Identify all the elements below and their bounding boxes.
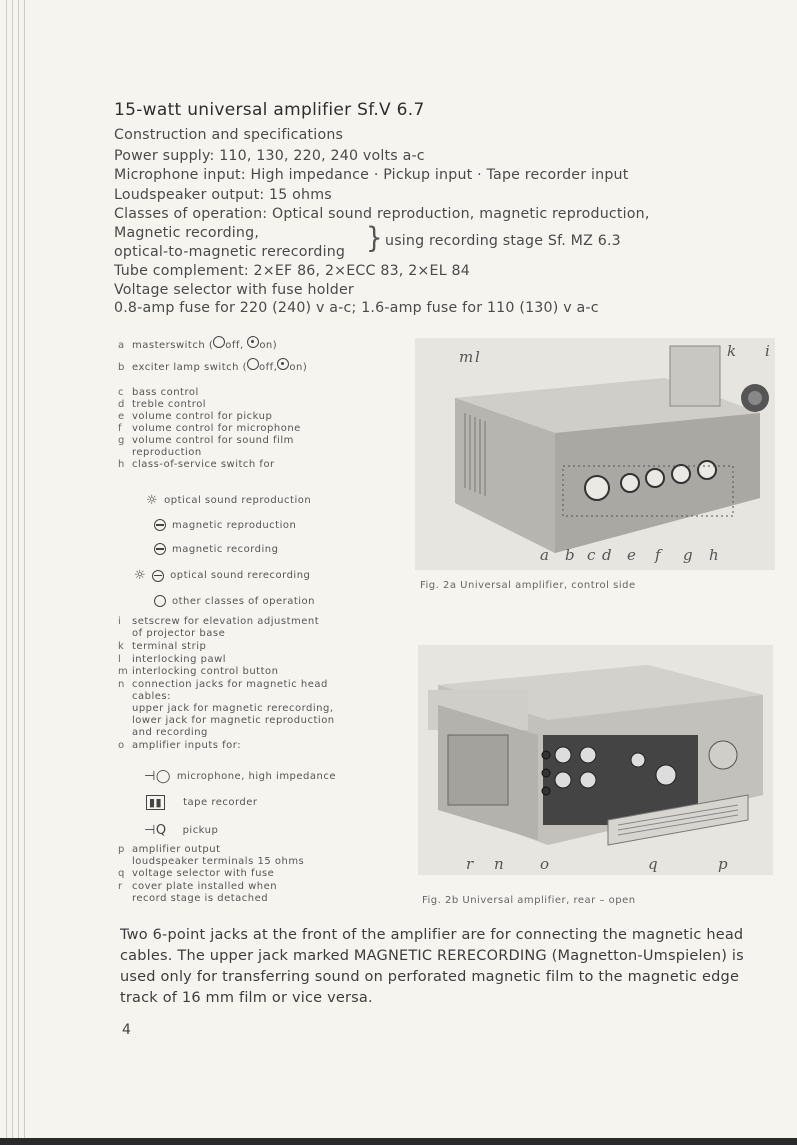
legend-key: q: [118, 868, 125, 879]
spec-voltage-selector: Voltage selector with fuse holder: [114, 282, 354, 298]
page-edge: [12, 0, 13, 1145]
legend-key: l: [118, 654, 122, 665]
figure-callout-label: l: [475, 348, 480, 366]
legend-text: off,: [225, 340, 244, 351]
figure-2b-caption: Fig. 2b Universal amplifier, rear – open: [422, 895, 636, 906]
recording-symbol-icon: [154, 543, 166, 555]
figure-callout-label: p: [718, 855, 728, 873]
legend-text: interlocking control button: [132, 666, 279, 677]
page-edge: [24, 0, 25, 1145]
legend-text: class-of-service switch for: [132, 459, 275, 470]
legend-text: pickup: [182, 825, 219, 836]
legend-key: f: [118, 423, 123, 434]
figure-callout-label: c: [587, 546, 596, 564]
tape-recorder-icon: ▮▮: [146, 795, 165, 810]
legend-text: treble control: [132, 399, 207, 410]
legend-key: p: [118, 844, 125, 855]
legend-key: r: [118, 881, 123, 892]
legend-text: voltage selector with fuse: [132, 868, 275, 879]
page-title: 15-watt universal amplifier Sf.V 6.7: [114, 100, 425, 120]
legend-item-h5: [154, 595, 315, 607]
legend-text: volume control for microphone: [132, 423, 301, 434]
lamp-icon: ☼: [146, 493, 159, 508]
off-symbol-icon: [213, 336, 225, 348]
legend-item-a: [118, 336, 277, 351]
legend-text: setscrew for elevation adjustment: [132, 616, 320, 627]
legend-item-c: [118, 387, 199, 398]
legend-text: amplifier inputs for:: [132, 740, 242, 751]
figure-callout-label: n: [494, 855, 504, 873]
spec-fuses: 0.8-amp fuse for 220 (240) v a-c; 1.6-amp fuse for 110 (130) v a-c: [114, 300, 599, 316]
legend-key: d: [118, 399, 125, 410]
legend-item-m: [118, 666, 278, 677]
rerecording-symbol-icon: [152, 570, 164, 582]
legend-item-k: [118, 641, 206, 652]
spec-power: Power supply: 110, 130, 220, 240 volts a-c: [114, 148, 425, 164]
legend-text: lower jack for magnetic reproduction: [132, 715, 335, 726]
legend-item-b: [118, 358, 307, 373]
legend-item-r: [118, 881, 277, 892]
amplifier-control-side-photo: [415, 338, 775, 570]
figure-callout-label: b: [565, 546, 575, 564]
legend-item-q: [118, 868, 274, 879]
figure-callout-label: k: [727, 342, 737, 360]
legend-text: volume control for sound film: [132, 435, 294, 446]
legend-item-f: [118, 423, 301, 434]
figure-callout-label: g: [683, 546, 693, 564]
spec-output: Loudspeaker output: 15 ohms: [114, 187, 332, 203]
amplifier-rear-open-photo: [418, 645, 773, 875]
figure-callout-label: q: [648, 855, 658, 873]
legend-text: optical sound reproduction: [164, 495, 312, 506]
legend-text: bass control: [132, 387, 199, 398]
figure-callout-label: i: [765, 342, 770, 360]
off-symbol-icon: [247, 358, 259, 370]
legend-text: optical sound rerecording: [170, 570, 311, 581]
page-edge: [18, 0, 19, 1145]
figure-callout-label: f: [655, 546, 661, 564]
spec-heading: Construction and specifications: [114, 127, 344, 143]
legend-item-g: [118, 435, 294, 446]
legend-text: masterswitch (: [132, 340, 214, 351]
legend-key: a: [118, 340, 125, 351]
legend-text: record stage is detached: [132, 893, 269, 904]
spec-rerecording: optical-to-magnetic rerecording: [114, 244, 346, 260]
figure-callout-label: e: [627, 546, 636, 564]
legend-key: g: [118, 435, 125, 446]
legend-text: of projector base: [132, 628, 226, 639]
page-edge: [6, 0, 7, 1145]
legend-text: microphone, high impedance: [176, 771, 337, 782]
figure-callout-label: m: [459, 348, 474, 366]
page-bottom-edge: [0, 1138, 797, 1145]
legend-text: magnetic reproduction: [172, 519, 297, 531]
legend-key: c: [118, 387, 124, 398]
legend-text: volume control for pickup: [132, 411, 273, 422]
legend-key: e: [118, 411, 125, 422]
legend-text: tape recorder: [183, 797, 258, 808]
spec-classes: Classes of operation: Optical sound reproduction, magnetic reproduction,: [114, 206, 650, 222]
legend-key: n: [118, 679, 125, 690]
body-paragraph: Two 6-point jacks at the front of the amplifier are for connecting the magnetic head cables. The upper jack marked MAGNETIC RERECORDING (Magnetton-Umspielen) is used only for transferring sound on perforated magnetic film to the magnetic edge track of 16 mm film or vice versa.: [120, 927, 744, 1006]
figure-callout-label: d: [602, 546, 612, 564]
other-symbol-icon: [154, 595, 166, 607]
legend-key: h: [118, 459, 125, 470]
legend-text: interlocking pawl: [132, 654, 227, 665]
legend-text: upper jack for magnetic rerecording,: [132, 703, 334, 714]
figure-callout-label: o: [540, 855, 550, 873]
legend-text: reproduction: [132, 447, 202, 458]
figure-callout-label: r: [466, 855, 474, 873]
microphone-jack-icon: ⊣◯: [144, 769, 171, 784]
legend-item-o: [118, 740, 241, 751]
legend-text: on): [289, 362, 308, 373]
legend-key: k: [118, 641, 125, 652]
legend-item-o3: [144, 823, 218, 838]
lamp-icon: ☼: [134, 568, 147, 583]
legend-text: exciter lamp switch (: [132, 362, 248, 373]
legend-item-o2: [146, 795, 258, 810]
on-symbol-icon: [247, 336, 259, 348]
legend-text: terminal strip: [132, 641, 207, 652]
legend-text: loudspeaker terminals 15 ohms: [132, 856, 305, 867]
legend-item-h4: [134, 568, 310, 583]
spec-tubes: Tube complement: 2×EF 86, 2×ECC 83, 2×EL 84: [114, 263, 470, 279]
brace: }: [366, 221, 383, 255]
pickup-icon: ⊣Q: [144, 823, 167, 838]
on-symbol-icon: [277, 358, 289, 370]
figure-callout-label: a: [540, 546, 549, 564]
legend-item-n: [118, 679, 328, 690]
legend-key: b: [118, 362, 125, 373]
legend-item-h2: [154, 519, 296, 531]
figure-2a-caption: Fig. 2a Universal amplifier, control side: [420, 580, 636, 591]
legend-text: cover plate installed when: [132, 881, 278, 892]
legend-item-o1: [144, 769, 336, 784]
spec-magnetic-recording: Magnetic recording,: [114, 225, 260, 241]
legend-text: other classes of operation: [172, 595, 316, 607]
legend-item-d: [118, 399, 206, 410]
legend-item-h3: [154, 543, 279, 555]
legend-key: o: [118, 740, 125, 751]
legend-key: m: [118, 666, 129, 677]
legend-item-l: [118, 654, 226, 665]
legend-text: on): [259, 340, 278, 351]
legend-key: i: [118, 616, 122, 627]
figure-amplifier-control-side: [415, 338, 775, 570]
legend-item-e: [118, 411, 272, 422]
spec-recording-stage: using recording stage Sf. MZ 6.3: [385, 233, 621, 249]
legend-item-i: [118, 616, 319, 627]
figure-callout-label: h: [709, 546, 719, 564]
legend-text: and recording: [132, 727, 208, 738]
legend-item-h1: [146, 493, 311, 508]
reproduction-symbol-icon: [154, 519, 166, 531]
legend-item-h: [118, 459, 275, 470]
spec-inputs: Microphone input: High impedance · Pickup input · Tape recorder input: [114, 167, 629, 183]
legend-text: cables:: [132, 691, 171, 702]
legend-text: magnetic recording: [172, 543, 279, 555]
page-number: 4: [122, 1022, 131, 1038]
legend-text: off,: [259, 362, 278, 373]
legend-text: connection jacks for magnetic head: [132, 679, 328, 690]
figure-amplifier-rear-open: [418, 645, 773, 875]
legend-item-p: [118, 844, 221, 855]
legend-text: amplifier output: [132, 844, 221, 855]
